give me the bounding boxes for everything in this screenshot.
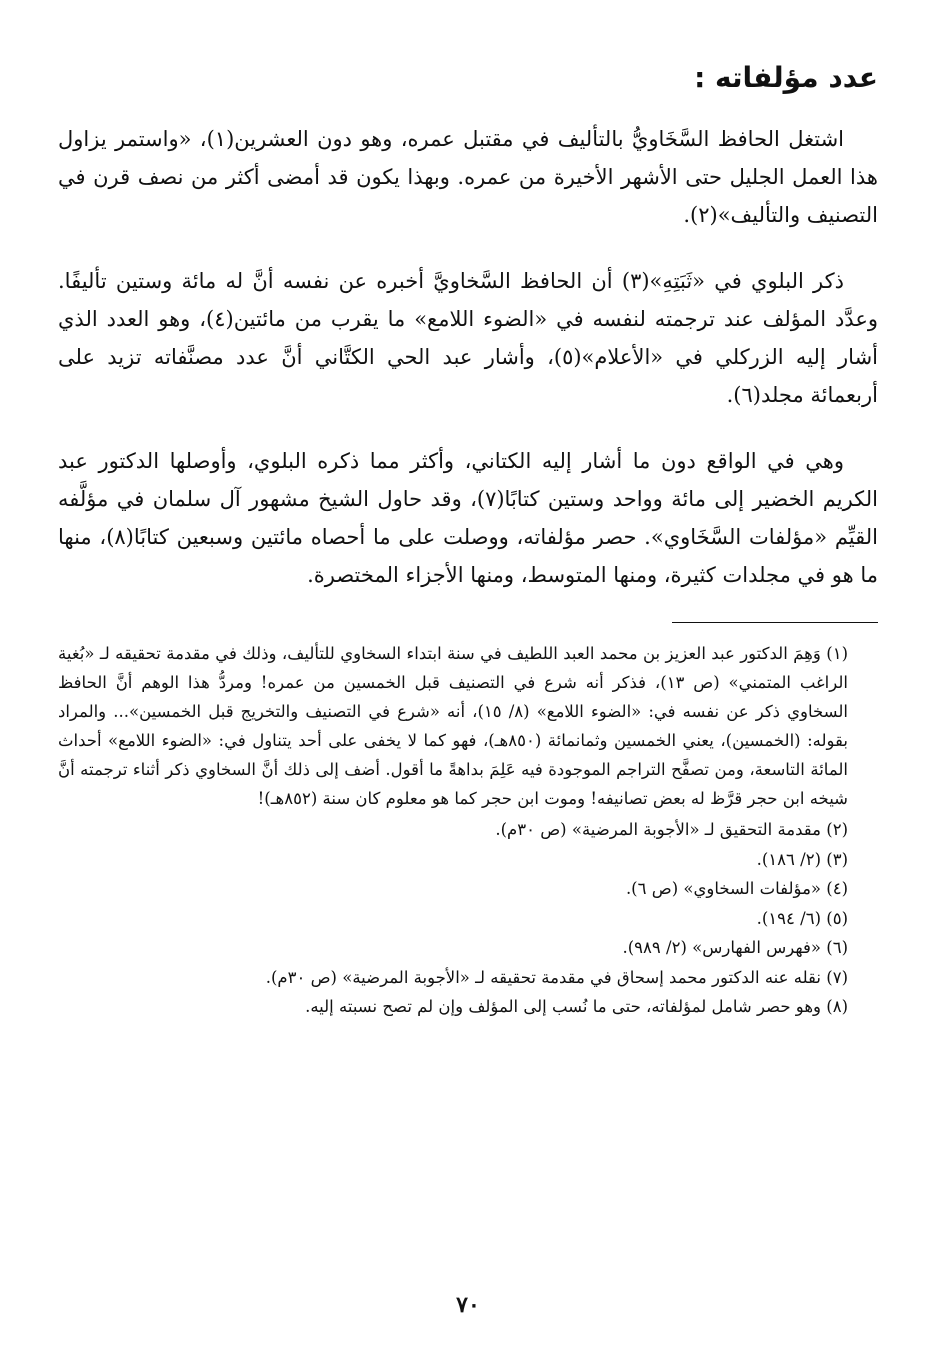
section-heading: عدد مؤلفاته :	[694, 61, 878, 94]
footnote-2: (٢) مقدمة التحقيق لـ «الأجوبة المرضية» (ص ٣٠م).	[495, 820, 848, 839]
footnote-1: (١) وَهِمَ الدكتور عبد العزيز بن محمد العبد اللطيف في سنة ابتداء السخاوي للتأليف، وذلك في مقدمة تحقيقه لـ «بُغية الراغب المتمني» (ص ١٣)، فذكر أنه شرع في التصنيف قبل الخمسين من عمره! ومردُّ هذا الوهم أنَّ الحافظ السخاوي ذكر عن نفسه في: «الضوء اللامع» (٨/ ١٥)، أنه «شرع في التصنيف والتخريج قبل الخمسين»... والمراد بقوله: (الخمسين)، يعني الخمسين وثمانمائة (٨٥٠هـ)، فهو كما لا يخفى على أحد يتناول في: «الضوء اللامع» أحداث المائة التاسعة، ومن تصفَّح التراجم الموجودة فيه عَلِمَ بداهةً ما أقول. أضف إلى ذلك أنَّ السخاوي ذكر أثناء ترجمته أنَّ شيخه ابن حجر قرَّظ له بعض تصانيفه! وموت ابن حجر كما هو معلوم كان سنة (٨٥٢هـ)!	[58, 644, 849, 808]
footnote-list	[58, 815, 878, 1022]
book-page	[58, 58, 878, 1338]
page-number: ٧٠	[456, 1292, 480, 1318]
footnote-4: (٤) «مؤلفات السخاوي» (ص ٦).	[625, 879, 848, 898]
footnote-3: (٣) (٢/ ١٨٦).	[756, 849, 848, 869]
footnote-5: (٥) (٦/ ١٩٤).	[756, 908, 848, 928]
footnote-6: (٦) «فهرس الفهارس» (٢/ ٩٨٩).	[622, 938, 848, 957]
footnote-8: (٨) وهو حصر شامل لمؤلفاته، حتى ما نُسب إلى المؤلف وإن لم تصح نسبته إليه.	[305, 997, 848, 1016]
paragraph-2: ذكر البلوي في «ثَبَتِهِ»(٣) أن الحافظ السَّخاويَّ أخبره عن نفسه أنَّ له مائة وستين تأليفًا. وعدَّد المؤلف عند ترجمته لنفسه في «الضوء اللامع» ما يقرب من مائتين(٤)، وهو العدد الذي أشار إليه الزركلي في «الأعلام»(٥)، وأشار عبد الحي الكتَّاني أنَّ عدد مصنَّفاته تزيد على أربعمائة مجلد(٦).	[58, 269, 879, 407]
paragraph-3: وهي في الواقع دون ما أشار إليه الكتاني، وأكثر مما ذكره البلوي، وأوصلها الدكتور عبد الكريم الخضير إلى مائة وواحد وستين كتابًا(٧)، وقد حاول الشيخ مشهور آل سلمان في مؤلَّفه القيِّم «مؤلفات السَّخَاوي». حصر مؤلفاته، ووصلت على ما أحصاه مائتين وسبعين كتابًا(٨)، منها ما هو في مجلدات كثيرة، ومنها المتوسط، ومنها الأجزاء المختصرة.	[58, 449, 879, 587]
paragraph-1: اشتغل الحافظ السَّخَاويُّ بالتأليف في مقتبل عمره، وهو دون العشرين(١)، «واستمر يزاول هذا العمل الجليل حتى الأشهر الأخيرة من عمره. وبهذا يكون قد أمضى أكثر من نصف قرن في التصنيف والتأليف»(٢).	[58, 127, 878, 227]
footnote-7: (٧) نقله عنه الدكتور محمد إسحاق في مقدمة تحقيقه لـ «الأجوبة المرضية» (ص ٣٠م).	[265, 967, 848, 987]
footnote-divider	[672, 622, 878, 623]
